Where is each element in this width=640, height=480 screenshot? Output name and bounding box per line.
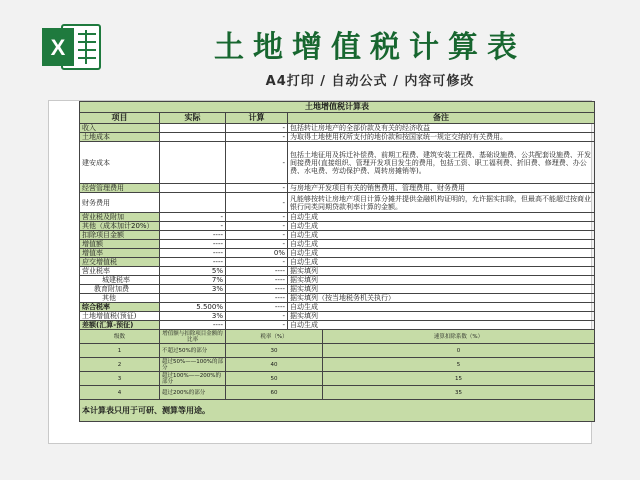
cell-note[interactable]: 自动生成 [288, 258, 595, 267]
cell-calc[interactable]: - [226, 258, 288, 267]
table-row [80, 213, 595, 222]
cell-calc[interactable]: - [226, 124, 288, 133]
page-subtitle: A4打印 / 自动公式 / 内容可修改 [265, 74, 475, 89]
rate-level[interactable]: 4 [80, 386, 160, 400]
cell-calc[interactable]: - [226, 240, 288, 249]
rate-deduct[interactable]: 35 [323, 386, 595, 400]
table-row [80, 222, 595, 231]
cell-item[interactable]: 土地增值税(预征) [80, 312, 160, 321]
cell-calc[interactable]: ---- [226, 276, 288, 285]
cell-actual[interactable]: - [160, 213, 226, 222]
cell-item[interactable]: 差额(汇算-预征) [80, 321, 160, 330]
cell-note[interactable]: 据实填列 [288, 267, 595, 276]
rate-rate[interactable]: 30 [226, 344, 323, 358]
rate-table-row [80, 372, 595, 386]
rate-deduct[interactable]: 0 [323, 344, 595, 358]
cell-note[interactable]: 据实填列（按当地税务机关执行） [288, 294, 595, 303]
cell-calc[interactable]: - [226, 312, 288, 321]
cell-actual[interactable] [160, 184, 226, 193]
cell-actual[interactable]: 5.500% [160, 303, 226, 312]
cell-item[interactable]: 营业税及附加 [80, 213, 160, 222]
cell-note[interactable]: 自动生成 [288, 222, 595, 231]
cell-item[interactable]: 应交增值税 [80, 258, 160, 267]
rate-deduct[interactable]: 5 [323, 358, 595, 372]
cell-calc[interactable]: ---- [226, 294, 288, 303]
rate-level[interactable]: 2 [80, 358, 160, 372]
rate-table-header [80, 330, 595, 344]
cell-item[interactable]: 建安成本 [80, 142, 160, 184]
rate-table-row [80, 386, 595, 400]
spreadsheet [48, 100, 592, 444]
table-row [80, 240, 595, 249]
rate-header-level: 级数 [80, 330, 160, 344]
cell-note[interactable]: 与房地产开发项目有关的销售费用、管理费用、财务费用 [288, 184, 595, 193]
header [0, 0, 640, 100]
rate-rate[interactable]: 40 [226, 358, 323, 372]
table-row [80, 193, 595, 213]
rate-level[interactable]: 1 [80, 344, 160, 358]
rate-header-rate: 税率（%） [226, 330, 323, 344]
cell-note[interactable]: 包括土地征用及拆迁补偿费、前期工程费、建筑安装工程费、基础设施费、公共配套设施费、开发间接费用(直接组织、管理开发项目发生的费用，包括工资、职工福利费、折旧费、修理费、办公费、水电费、劳动保护费、周转房摊销等)。 [288, 142, 595, 184]
rate-table-row [80, 344, 595, 358]
cell-actual[interactable]: 3% [160, 285, 226, 294]
cell-note[interactable]: 自动生成 [288, 213, 595, 222]
rate-header-ratio: 增值额与扣除项目金额的比率 [160, 330, 226, 344]
cell-item[interactable]: 教育附加费 [80, 285, 160, 294]
rate-table-row [80, 358, 595, 372]
rate-ratio[interactable]: 超过200%的部分 [160, 386, 226, 400]
cell-actual[interactable] [160, 193, 226, 213]
cell-note[interactable]: 据实填列 [288, 312, 595, 321]
cell-note[interactable]: 凡能够按转让房地产项目计算分摊并提供金融机构证明的，允许据实扣除，但最高不能超过按商业银行同类同期贷款利率计算的金额。 [288, 193, 595, 213]
header-actual: 实际 [160, 113, 226, 124]
cell-note[interactable]: 自动生成 [288, 231, 595, 240]
table-row [80, 133, 595, 142]
cell-calc[interactable]: 0% [226, 249, 288, 258]
cell-actual[interactable]: ---- [160, 231, 226, 240]
table-row [80, 184, 595, 193]
cell-note[interactable]: 包括转让房地产的全部价款及有关的经济收益 [288, 124, 595, 133]
header-note: 备注 [288, 113, 595, 124]
cell-item[interactable]: 其他（成本加计20%） [80, 222, 160, 231]
excel-logo-icon [40, 22, 102, 72]
table-row [80, 312, 595, 321]
column-header-row [80, 113, 595, 124]
table-row [80, 258, 595, 267]
cell-actual[interactable]: 3% [160, 312, 226, 321]
cell-note[interactable]: 据实填列 [288, 276, 595, 285]
footer-row [80, 400, 595, 422]
rate-ratio[interactable]: 超过50%——100%的部分 [160, 358, 226, 372]
cell-calc[interactable]: ---- [226, 303, 288, 312]
rate-rate[interactable]: 60 [226, 386, 323, 400]
cell-calc[interactable]: - [226, 184, 288, 193]
cell-calc[interactable]: - [226, 213, 288, 222]
cell-item[interactable]: 其他 [80, 294, 160, 303]
table-row [80, 267, 595, 276]
cell-calc[interactable]: - [226, 142, 288, 184]
cell-item[interactable]: 增值额 [80, 240, 160, 249]
cell-calc[interactable]: - [226, 231, 288, 240]
table-row [80, 231, 595, 240]
cell-item[interactable]: 收入 [80, 124, 160, 133]
table-row [80, 321, 595, 330]
rate-rate[interactable]: 50 [226, 372, 323, 386]
cell-actual[interactable]: ---- [160, 321, 226, 330]
cell-actual[interactable] [160, 142, 226, 184]
cell-actual[interactable]: ---- [160, 249, 226, 258]
footer-note: 本计算表只用于可研、测算等用途。 [80, 400, 595, 422]
cell-calc[interactable]: ---- [226, 285, 288, 294]
cell-calc[interactable]: - [226, 321, 288, 330]
sheet-title-row [80, 102, 595, 113]
rate-level[interactable]: 3 [80, 372, 160, 386]
cell-actual[interactable]: 5% [160, 267, 226, 276]
cell-item[interactable]: 城建税率 [80, 276, 160, 285]
cell-actual[interactable] [160, 294, 226, 303]
cell-actual[interactable]: - [160, 222, 226, 231]
table-row [80, 142, 595, 184]
cell-calc[interactable]: - [226, 222, 288, 231]
cell-item[interactable]: 扣除项目金额 [80, 231, 160, 240]
rate-header-deduct: 速算扣除系数（%） [323, 330, 595, 344]
cell-note[interactable]: 自动生成 [288, 249, 595, 258]
header-calc: 计算 [226, 113, 288, 124]
cell-note[interactable]: 为取得土地使用权所支付的地价款和按国家统一规定交纳的有关费用。 [288, 133, 595, 142]
cell-calc[interactable]: - [226, 133, 288, 142]
table-row [80, 303, 595, 312]
cell-item[interactable]: 营业税率 [80, 267, 160, 276]
cell-note[interactable]: 据实填列 [288, 285, 595, 294]
logo-letter: X [50, 35, 66, 60]
rate-ratio[interactable]: 超过100%——200%的部分 [160, 372, 226, 386]
cell-item[interactable]: 增值率 [80, 249, 160, 258]
sheet-title: 土地增值税计算表 [80, 102, 595, 113]
cell-item[interactable]: 综合税率 [80, 303, 160, 312]
cell-item[interactable]: 财务费用 [80, 193, 160, 213]
cell-actual[interactable] [160, 124, 226, 133]
table-row [80, 276, 595, 285]
table-row [80, 124, 595, 133]
page-title: 土地增值税计算表 [214, 30, 526, 65]
cell-item[interactable]: 经营管理费用 [80, 184, 160, 193]
rate-deduct[interactable]: 15 [323, 372, 595, 386]
cell-actual[interactable]: ---- [160, 240, 226, 249]
tax-table [79, 101, 595, 422]
cell-item[interactable]: 土地成本 [80, 133, 160, 142]
cell-calc[interactable]: - [226, 193, 288, 213]
cell-note[interactable]: 自动生成 [288, 240, 595, 249]
cell-actual[interactable]: ---- [160, 258, 226, 267]
table-row [80, 249, 595, 258]
rate-ratio[interactable]: 不超过50%的部分 [160, 344, 226, 358]
cell-note[interactable]: 自动生成 [288, 321, 595, 330]
cell-actual[interactable] [160, 133, 226, 142]
header-item: 项目 [80, 113, 160, 124]
table-row [80, 294, 595, 303]
cell-note[interactable]: 自动生成 [288, 303, 595, 312]
cell-actual[interactable]: 7% [160, 276, 226, 285]
cell-calc[interactable]: ---- [226, 267, 288, 276]
table-row [80, 285, 595, 294]
